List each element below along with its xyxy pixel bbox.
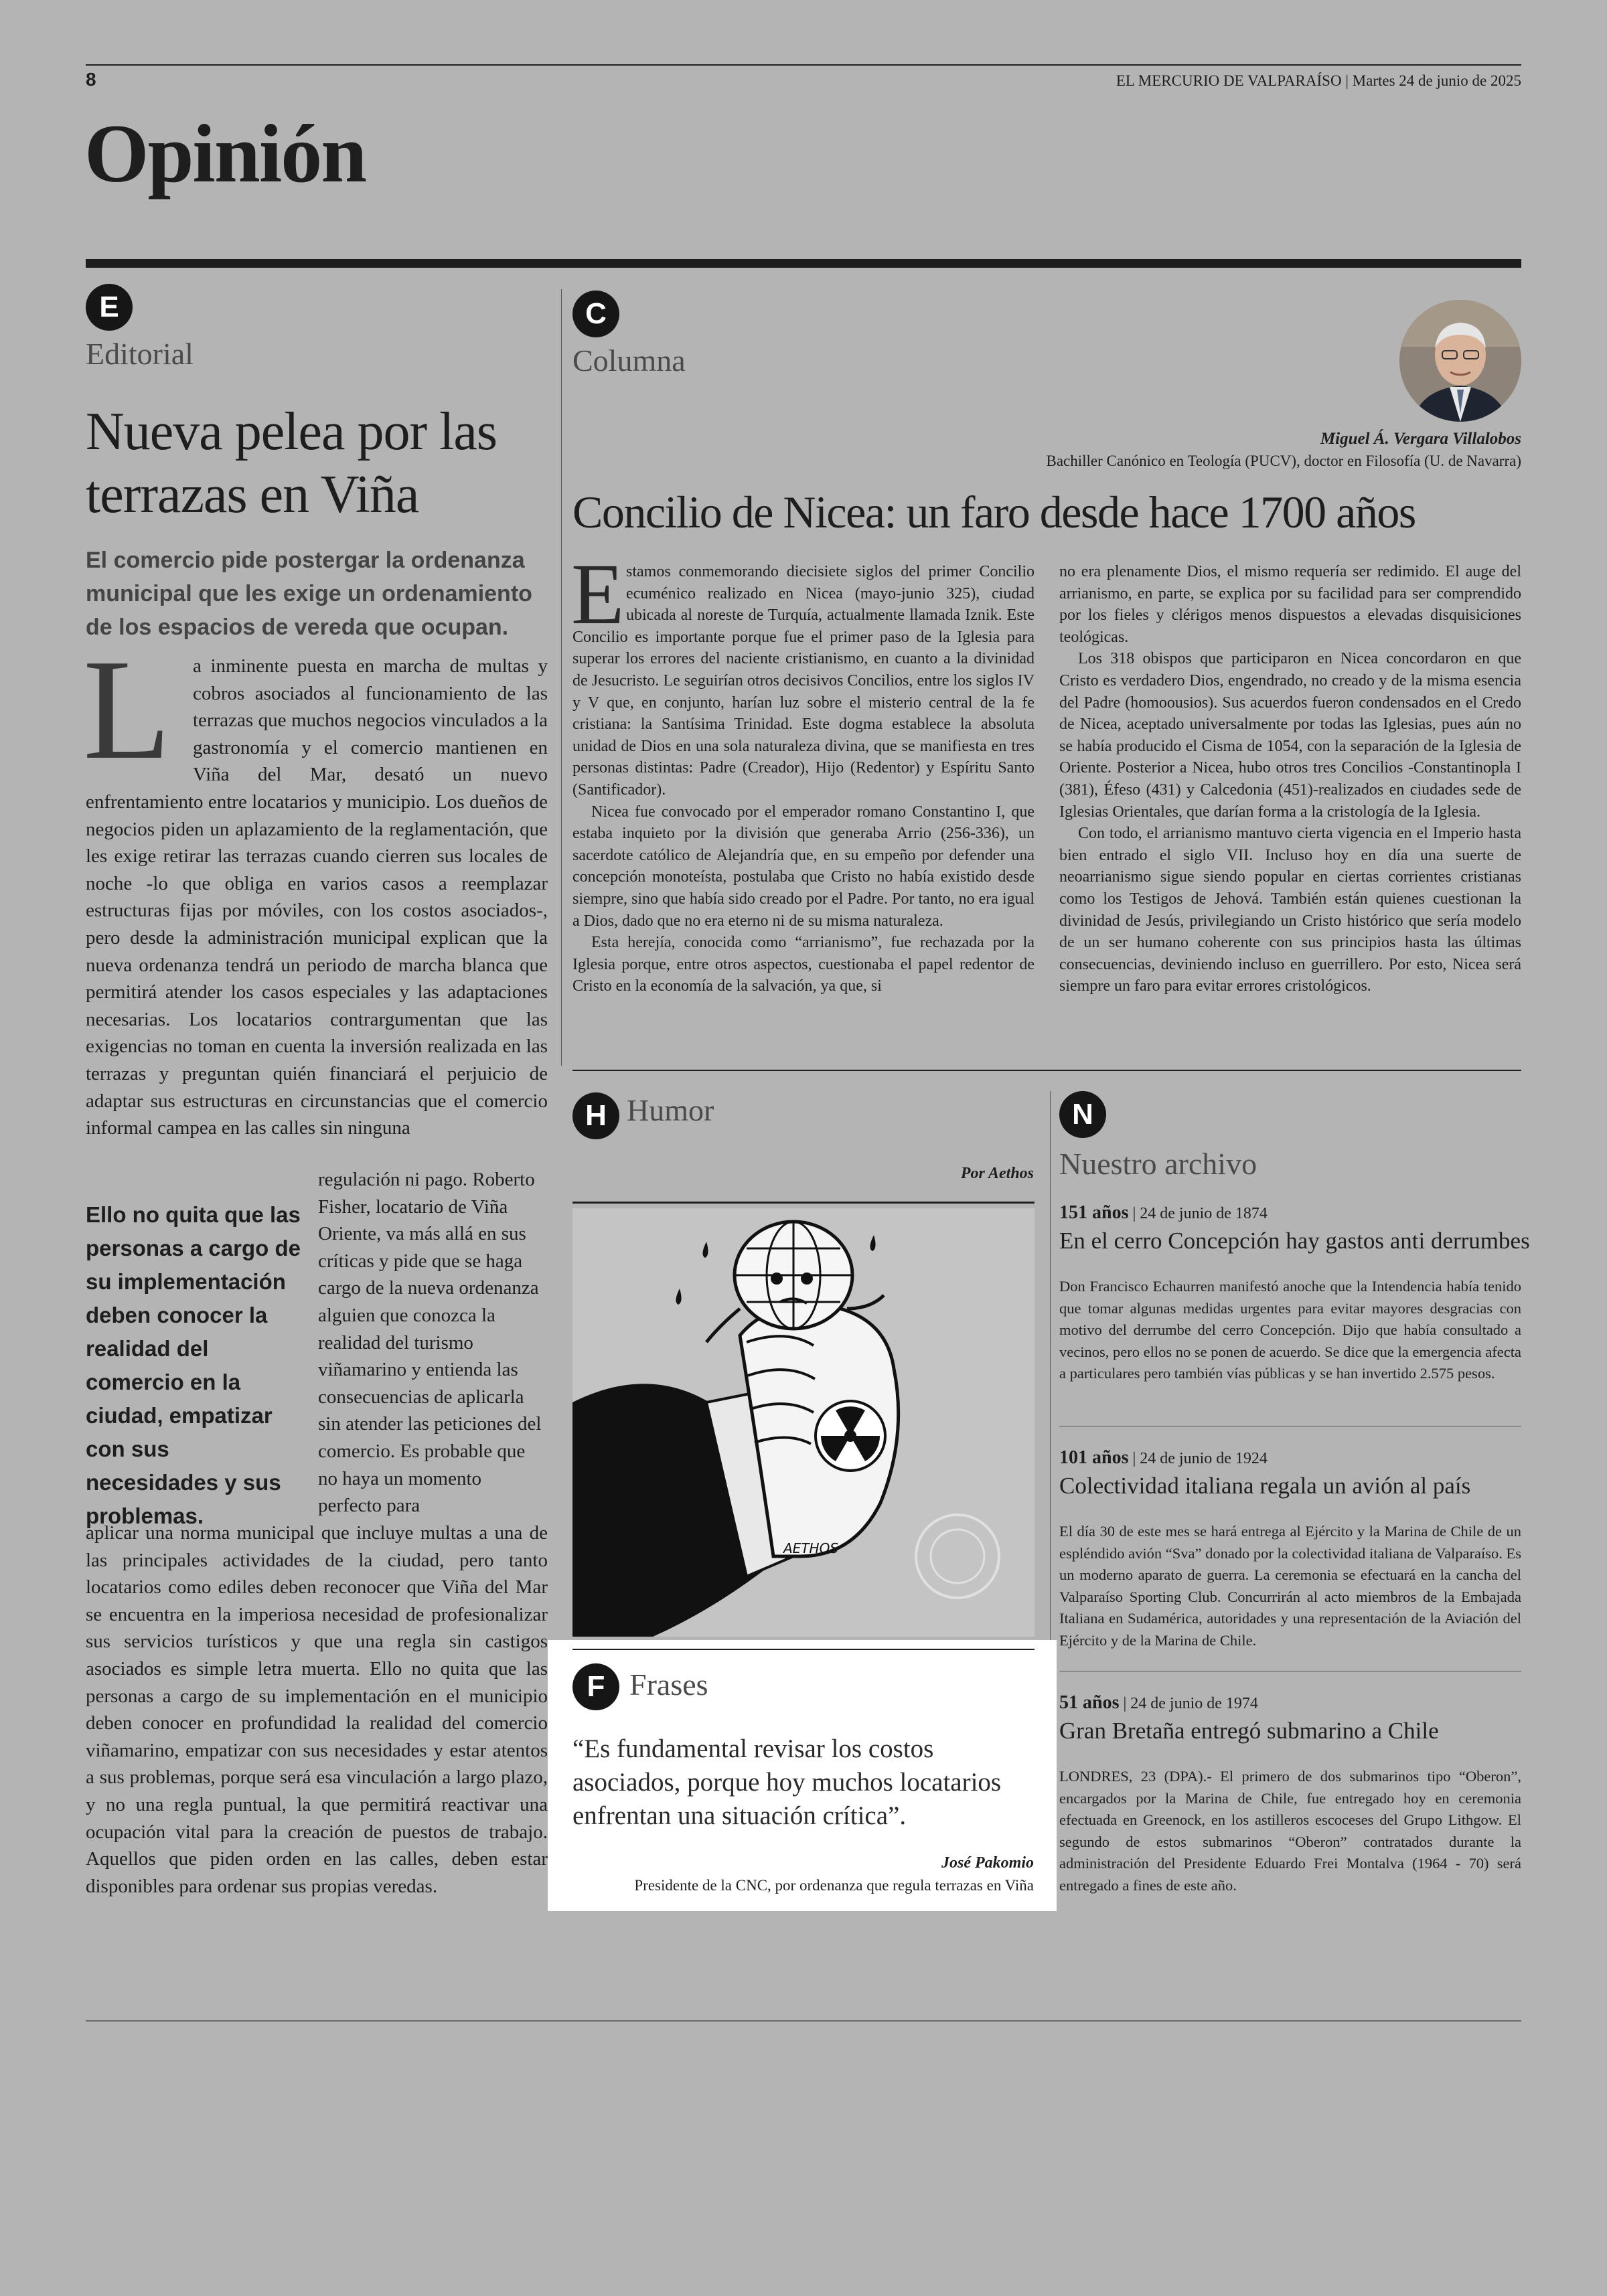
archivo-item-1-body: Don Francisco Echaurren manifestó anoche que la Intendencia había tenido que tomar algunas medidas urgentes para evitar mayores desgracias con motivo del derrumbe del cerro Concepción. Dijo que había consultado a vecinos, pero ellos no se ponen de acuerdo. Se dice que la emergencia afecta a particulares pero también vías públicas y se han invertido 2.575 pesos. (1059, 1278, 1521, 1382)
archivo-item-1-headline: En el cerro Concepción hay gastos anti derrumbes (1059, 1228, 1530, 1254)
archivo-item-2-headline: Colectividad italiana regala un avión al país (1059, 1473, 1471, 1499)
author-portrait-icon (1399, 300, 1521, 422)
archivo-item-3-headline: Gran Bretaña entregó submarino a Chile (1059, 1718, 1439, 1744)
column-label: Columna (572, 343, 686, 378)
humor-cartoon (572, 1208, 1035, 1637)
author-title: Bachiller Canónico en Teología (PUCV), doctor en Filosofía (U. de Navarra) (1046, 453, 1521, 469)
archivo-label: Nuestro archivo (1059, 1147, 1257, 1181)
archivo-item-3-kicker: 51 años | 24 de junio de 1974 (1059, 1692, 1258, 1713)
frases-role: Presidente de la CNC, por ordenanza que regula terrazas en Viña (634, 1877, 1034, 1894)
globe-cartoon-icon (572, 1208, 1035, 1637)
column-body-left: stamos conmemorando diecisiete siglos del primer Concilio ecuménico realizado en Nicea (mayo-junio 325), ciudad ubicada al noreste de Turquía, actualmente llamada Iznik. Este Concilio es importante porque fue el primer paso de la Iglesia para superar los errores del naciente cristianismo, en cuanto a la divinidad de Jesucristo. Le seguirían otros decisivos Concilios, entre los siglos IV y V que, en conjunto, harían luz sobre el misterio central de la fe cristiana: la Santísima Trinidad. Este dogma establece la absoluta unidad de Dios en una sola naturaleza divina, que se manifiesta en tres personas distintas: Padre (Creador), Hijo (Redentor) y Espíritu Santo (Santificador). Nicea fue convocado por el emperador romano Constantino I, que estaba inquieto por la división que generaba Arrio (256-336), un sacerdote católico de Alejandría que, en su empeño por defender una concepción monoteísta, postulaba que Cristo no había existido desde siempre, sino que había sido creado por el Padre. Por tanto, no era igual a Dios, dado que no era eterno ni de su misma naturaleza. Esta herejía, conocida como “arrianismo”, fue rechazada por la Iglesia porque, entre otros aspectos, cuestionaba el papel redentor de Cristo en la economía de la salvación, ya que, si (572, 563, 1035, 995)
editorial-badge: E (86, 284, 133, 331)
archivo-item-2-body: El día 30 de este mes se hará entrega al Ejército y la Marina de Chile de un espléndido avión “Sva” donado por la colectividad italiana de Valparaíso. Es un moderno aparato de guerra. La ceremonia se efectuará en la cancha del Valparaíso Sporting Club. Concurrirán al acto miembros de la Embajada Italiana en Sudamérica, autoridades y una representación de la Aviación del Ejército y de la Marina de Chile. (1059, 1523, 1521, 1649)
editorial-label: Editorial (86, 337, 194, 371)
editorial-dropcap: L (83, 629, 171, 789)
column-dropcap: E (571, 546, 625, 643)
humor-label: Humor (627, 1093, 714, 1127)
archivo-item-2-kicker: 101 años | 24 de junio de 1924 (1059, 1447, 1268, 1468)
editorial-body-bottom: aplicar una norma municipal que incluye multas a una de las principales actividades de la ciudad, pero tanto locatarios como ediles deben reconocer que Viña del Mar se encuentra en la imperiosa necesidad de profesionalizar sus servicios turísticos y que una regla sin castigos asociados es simple letra muerta. Ello no quita que las personas a cargo de su implementación en el municipio deben conocer en profundidad la realidad del comercio viñamarino, empatizar con sus necesidades y estar atentos a sus problemas, porque será esa vinculación a largo plazo, y no una regla puntual, la que permitirá reactivar una ocupación vital para la creación de puestos de trabajo. Aquellos que piden orden en las calles, deben estar disponibles para ordenar sus propias veredas. (86, 1522, 548, 1897)
author-photo (1399, 300, 1521, 422)
editorial-deck: El comercio pide postergar la ordenanza municipal que les exige un ordenamiento de los espacios de vereda que ocupan. (86, 548, 532, 640)
frases-quote: “Es fundamental revisar los costos asociados, porque hoy muchos locatarios enfrentan una situación crítica”. (572, 1734, 1002, 1830)
section-title: Opinión (84, 108, 366, 199)
cartoon-signature: AETHOS (783, 1540, 839, 1556)
column-title: Concilio de Nicea: un faro desde hace 1700 años (572, 487, 1415, 538)
page-number: 8 (86, 69, 96, 90)
archivo-badge: N (1059, 1091, 1106, 1138)
publication-line: EL MERCURIO DE VALPARAÍSO | Martes 24 de junio de 2025 (1116, 72, 1521, 89)
archivo-item-1-kicker: 151 años | 24 de junio de 1874 (1059, 1202, 1268, 1223)
publication-name: EL MERCURIO DE VALPARAÍSO (1116, 72, 1342, 89)
frases-badge: F (572, 1663, 619, 1710)
editorial-body-right: regulación ni pago. Roberto Fisher, locatario de Viña Oriente, va más allá en sus críticas y pide que se haga cargo de la nueva ordenanza alguien que conozca la realidad del turismo viñamarino y entienda las consecuencias de aplicarla sin atender las peticiones del comercio. Es probable que no haya un momento perfecto para (318, 1169, 542, 1517)
frases-author: José Pakomio (941, 1854, 1034, 1872)
publication-date: Martes 24 de junio de 2025 (1352, 72, 1521, 89)
humor-badge: H (572, 1092, 619, 1139)
editorial-title: Nueva pelea por las terrazas en Viña (86, 402, 498, 524)
column-badge: C (572, 291, 619, 337)
author-name: Miguel Á. Vergara Villalobos (1320, 430, 1521, 448)
editorial-pullquote: Ello no quita que las personas a cargo de su implementación deben conocer la realidad del comercio en la ciudad, empatizar con sus necesidades y sus problemas. (86, 1202, 301, 1528)
archivo-item-3-body: LONDRES, 23 (DPA).- El primero de dos submarinos tipo “Oberon”, encargados por la Marina de Chile, fue entregado hoy en ceremonia efectuada en Greenock, en los astilleros escoceses del Grupo Lithgow. El segundo de estos submarinos “Oberon” contratados durante la administración del Presidente Eduardo Frei Montalva (1964 - 70) será entregado a fines de este año. (1059, 1768, 1521, 1894)
frases-label: Frases (629, 1667, 708, 1702)
column-body-right: no era plenamente Dios, el mismo requería ser redimido. El auge del arrianismo, en parte, se explica por su facilidad para ser comprendido por los fieles y clérigos menos dispuestos a elevadas disquisiciones teológicas. Los 318 obispos que participaron en Nicea concordaron en que Cristo es verdadero Dios, engendrado, no creado y de la misma esencia del Padre (homoousios). Sus acuerdos fueron condensados en el Credo de Nicea, aceptado universalmente por todas las Iglesias, pues aún no se había producido el Cisma de 1054, con la separación de la Iglesia de Oriente. Posterior a Nicea, hubo otros tres Concilios -Constantinopla I (381), Éfeso (431) y Calcedonia (451)-realizados en ciudades sede de Iglesias Orientales, que darían forma a la cristología de la Iglesia. Con todo, el arrianismo mantuvo cierta vigencia en el Imperio hasta bien entrado el siglo VII. Incluso hoy en día una suerte de neoarrianismo sigue siendo popular en ciertas corrientes cristianas como los Testigos de Jehová. También están quienes cuestionan la divinidad de Jesús, privilegiando un Cristo histórico que sería modelo de un ser humano coherente con sus principios hasta las últimas consecuencias, deviniendo incluso en guerrillero. Por esto, Nicea será siempre un faro para evitar errores cristológicos. (1059, 563, 1521, 995)
humor-credit: Por Aethos (960, 1165, 1034, 1182)
editorial-body-top: a inminente puesta en marcha de multas y cobros asociados al funcionamiento de las terrazas que muchos negocios vinculados a la gastronomía y el comercio mantienen en Viña del Mar, desató un nuevo enfrentamiento entre locatarios y municipio. Los dueños de negocios piden un aplazamiento de la reglamentación, que les exige retirar las terrazas cuando cierren sus locales de noche -lo que obliga en varios casos a reemplazar estructuras fijas por móviles, con los costos asociados-, pero desde la administración municipal explican que la nueva ordenanza tendrá un periodo de marcha blanca que permitirá atender los casos especiales y las adaptaciones necesarias. Los locatarios contrargumentan que las exigencias no toman en cuenta la inversión realizada en las terrazas y preguntan quién financiará el perjuicio de adaptar sus estructuras en circunstancias que el comercio informal campea en las calles sin ninguna (86, 655, 548, 1139)
